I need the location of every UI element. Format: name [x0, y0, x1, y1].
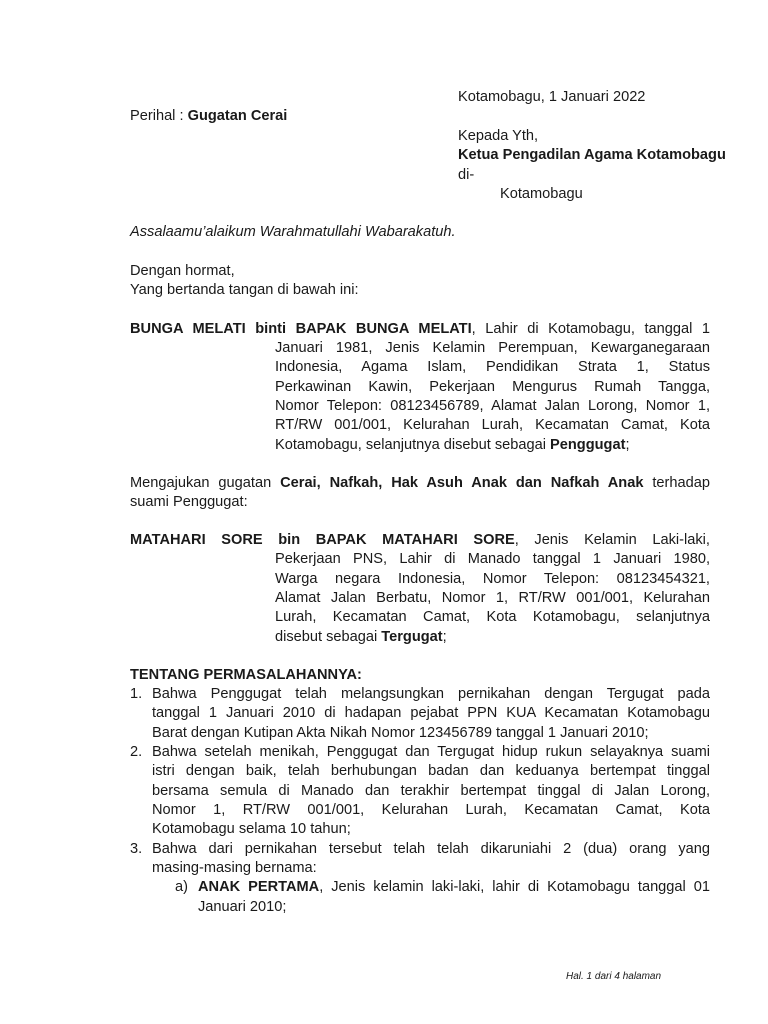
plaintiff-line-last: Kotamobagu, selanjutnya disebut sebagai Penggugat; [275, 437, 630, 453]
claim-line-2: suami Penggugat: [130, 494, 248, 510]
subitem-label: a) [175, 879, 188, 895]
list-item-line-last: Barat dengan Kutipan Akta Nikah Nomor 123456789 tanggal 1 Januari 2010; [152, 725, 649, 741]
plaintiff-line: RT/RW 001/001, Kelurahan Lurah, Kecamatan Camat, Kota [275, 417, 710, 433]
list-item-line: Nomor 1, RT/RW 001/001, Kelurahan Lurah, Kecamatan Camat, Kota [152, 802, 710, 818]
perihal [130, 107, 287, 126]
list-item-number: 1. [130, 686, 143, 702]
defendant-line: Lurah, Kecamatan Camat, Kota Kotamobagu, selanjutnya [275, 609, 710, 625]
di-label: di- [458, 167, 475, 183]
claim-subject: Cerai, Nafkah, Hak Asuh Anak dan Nafkah Anak [280, 475, 644, 491]
defendant-line: Warga negara Indonesia, Nomor Telepon: 08123454321, [275, 571, 710, 587]
defendant-name: MATAHARI SORE bin BAPAK MATAHARI SORE [130, 532, 515, 548]
defendant-line-last: disebut sebagai Tergugat; [275, 629, 447, 645]
perihal-value: Gugatan Cerai [187, 108, 288, 124]
list-item-line: tanggal 1 Januari 2010 di hadapan pejabat PPN KUA Kecamatan Kotamobagu [152, 705, 710, 721]
plaintiff-line: Perkawinan Kawin, Pekerjaan Mengurus Rumah Tangga, [275, 379, 710, 395]
claim-line-1: Mengajukan gugatan Cerai, Nafkah, Hak Asuh Anak dan Nafkah Anak terhadap [130, 475, 710, 491]
perihal-label: Perihal : [130, 108, 184, 124]
intro-line: Yang bertanda tangan di bawah ini: [130, 282, 359, 298]
defendant-role: Tergugat [381, 629, 443, 645]
list-item-line: istri dengan baik, telah berhubungan badan dan keduanya bertempat tinggal [152, 763, 710, 779]
greeting: Assalaamu’alaikum Warahmatullahi Wabarakatuh. [130, 224, 456, 240]
place-date: Kotamobagu, 1 Januari 2022 [458, 89, 646, 105]
plaintiff-line-1: BUNGA MELATI binti BAPAK BUNGA MELATI, Lahir di Kotamobagu, tanggal 1 [130, 321, 710, 337]
defendant-line-1: MATAHARI SORE bin BAPAK MATAHARI SORE, Jenis Kelamin Laki-laki, [130, 532, 710, 548]
plaintiff-line: Nomor Telepon: 08123456789, Alamat Jalan Lorong, Nomor 1, [275, 398, 710, 414]
recipient: Ketua Pengadilan Agama Kotamobagu [458, 147, 726, 163]
list-item-line-last: masing-masing bernama: [152, 860, 317, 876]
kepada-yth: Kepada Yth, [458, 128, 539, 144]
defendant-line: Alamat Jalan Berbatu, Nomor 1, RT/RW 001/001, Kelurahan [275, 590, 710, 606]
subitem-line: ANAK PERTAMA, Jenis kelamin laki-laki, lahir di Kotamobagu tanggal 01 [198, 879, 710, 895]
recipient-city: Kotamobagu [500, 186, 583, 202]
plaintiff-role: Penggugat [550, 437, 626, 453]
list-item-line-last: Kotamobagu selama 10 tahun; [152, 821, 351, 837]
list-item-line: Bahwa dari pernikahan tersebut telah telah dikaruniahi 2 (dua) orang yang [152, 841, 710, 857]
salutation: Dengan hormat, [130, 263, 235, 279]
list-item-line: Bahwa Penggugat telah melangsungkan pernikahan dengan Tergugat pada [152, 686, 710, 702]
list-item-line: bersama semula di Manado dan terakhir bertempat tinggal di Jalan Lorong, [152, 783, 710, 799]
plaintiff-line: Indonesia, Agama Islam, Pendidikan Strata 1, Status [275, 359, 710, 375]
list-item-line: Bahwa setelah menikah, Penggugat dan Tergugat hidup rukun selayaknya suami [152, 744, 710, 760]
page-number: Hal. 1 dari 4 halaman [566, 971, 662, 982]
list-item-number: 2. [130, 744, 143, 760]
list-item-number: 3. [130, 841, 143, 857]
subitem-line-last: Januari 2010; [198, 899, 287, 915]
plaintiff-line: Januari 1981, Jenis Kelamin Perempuan, Kewarganegaraan [275, 340, 710, 356]
section-title: TENTANG PERMASALAHANNYA: [130, 667, 362, 683]
defendant-line: Pekerjaan PNS, Lahir di Manado tanggal 1 Januari 1980, [275, 551, 710, 567]
plaintiff-name: BUNGA MELATI binti BAPAK BUNGA MELATI [130, 321, 472, 337]
child-name: ANAK PERTAMA [198, 879, 320, 895]
